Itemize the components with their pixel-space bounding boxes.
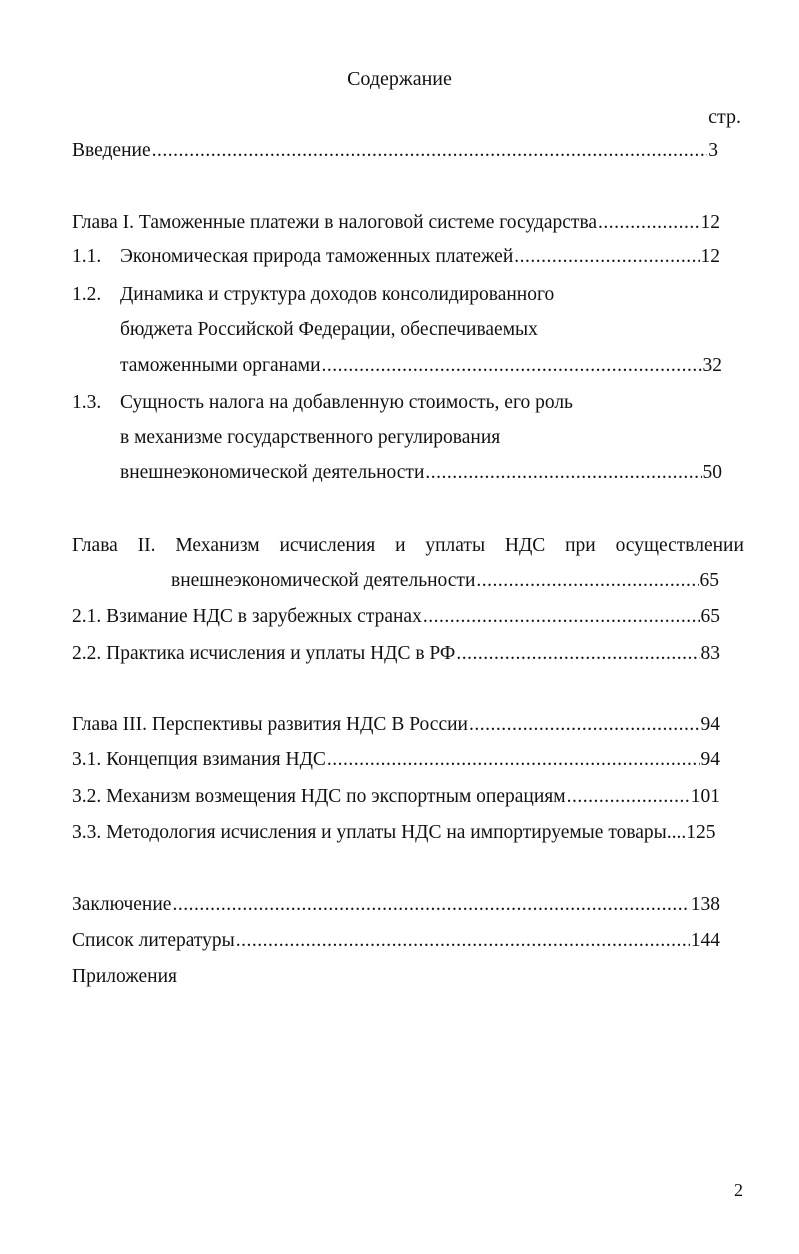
toc-entry-page: 12 — [700, 246, 720, 267]
toc-entry-label: Заключение — [72, 894, 172, 915]
toc-entry-1-2[interactable] — [120, 354, 722, 378]
toc-entry-label: 2.1. Взимание НДС в зарубежных странах — [72, 606, 422, 627]
toc-word: НДС — [504, 535, 546, 556]
toc-leader-dots — [456, 642, 699, 666]
toc-word: уплаты — [425, 535, 486, 556]
toc-entry-label: Глава I. Таможенные платежи в налоговой системе государства — [72, 212, 598, 233]
toc-word: и — [395, 535, 406, 556]
toc-entry-label: Экономическая природа таможенных платежей — [120, 246, 514, 267]
toc-entry-3-3[interactable] — [72, 821, 716, 845]
toc-entry-label: внешнеэкономической деятельности — [120, 462, 425, 483]
toc-entry-1-3[interactable] — [120, 461, 722, 485]
toc-entry-label: внешнеэкономической деятельности — [171, 570, 476, 591]
toc-item-number: 1.1. — [72, 246, 102, 267]
toc-entry-page: 138 — [690, 894, 720, 915]
toc-word: осуществлении — [615, 535, 744, 556]
toc-leader-dots — [425, 461, 701, 485]
toc-entry-page: 3 — [708, 140, 718, 161]
toc-entry-chapter-1[interactable] — [72, 211, 720, 235]
toc-entry-page: 101 — [690, 786, 720, 807]
toc-entry-chapter-2-line-1[interactable] — [72, 534, 744, 558]
toc-entry-page: 50 — [702, 462, 722, 483]
toc-entry-1-1[interactable] — [120, 245, 720, 269]
toc-leader-dots — [469, 713, 700, 737]
toc-entry-3-1[interactable] — [72, 748, 720, 772]
toc-leader-dots — [567, 785, 690, 809]
toc-entry-page: 83 — [700, 643, 720, 664]
toc-entry-page: 12 — [700, 212, 720, 233]
toc-leader-dots — [152, 139, 708, 163]
toc-entry-chapter-3[interactable] — [72, 713, 720, 737]
toc-entry-label: 3.1. Концепция взимания НДС — [72, 749, 326, 770]
toc-word: II. — [137, 535, 156, 556]
page-number: 2 — [734, 1180, 743, 1200]
toc-entry-1-2-line-2[interactable]: бюджета Российской Федерации, обеспечиваемых — [120, 319, 538, 340]
toc-entry-page: 65 — [699, 570, 719, 591]
toc-entry-page: 144 — [690, 930, 720, 951]
toc-entry-1-3-line-1[interactable]: Сущность налога на добавленную стоимость, его роль — [120, 392, 573, 413]
toc-item-number: 1.3. — [72, 392, 102, 413]
toc-word: Механизм — [175, 535, 260, 556]
toc-entry-label: Введение — [72, 140, 151, 161]
toc-entry-page: 94 — [700, 749, 720, 770]
toc-leader-dots — [322, 354, 702, 378]
toc-entry-label: таможенными органами — [120, 355, 321, 376]
toc-leader-dots — [423, 605, 700, 629]
toc-entry-3-2[interactable] — [72, 785, 720, 809]
toc-entry-label: 3.2. Механизм возмещения НДС по экспортным операциям — [72, 786, 566, 807]
toc-item-number: 1.2. — [72, 284, 102, 305]
toc-title: Содержание — [347, 68, 452, 90]
toc-entry-2-2[interactable] — [72, 642, 720, 666]
toc-entry-1-3-line-2[interactable]: в механизме государственного регулирования — [120, 427, 501, 448]
page-column-label: стр. — [708, 106, 741, 128]
toc-entry-label: 3.3. Методология исчисления и уплаты НДС на импортируемые товары.... — [72, 822, 687, 843]
toc-leader-dots — [476, 569, 698, 593]
toc-word: исчисления — [279, 535, 376, 556]
toc-entry-label: Список литературы — [72, 930, 235, 951]
toc-entry-page: 32 — [702, 355, 722, 376]
toc-entry-page: 65 — [700, 606, 720, 627]
toc-entry-2-1[interactable] — [72, 605, 720, 629]
toc-word: при — [565, 535, 596, 556]
toc-entry-page: 94 — [700, 714, 720, 735]
toc-entry-intro[interactable] — [72, 139, 718, 163]
toc-entry-label: 2.2. Практика исчисления и уплаты НДС в РФ — [72, 643, 456, 664]
toc-entry-conclusion[interactable] — [72, 893, 720, 917]
toc-entry-chapter-2[interactable] — [171, 569, 719, 593]
toc-entry-bibliography[interactable] — [72, 929, 720, 953]
toc-leader-dots — [598, 211, 699, 235]
toc-leader-dots — [514, 245, 699, 269]
toc-leader-dots — [327, 748, 700, 772]
toc-leader-dots — [236, 929, 690, 953]
toc-entry-label: Глава III. Перспективы развития НДС В России — [72, 714, 468, 735]
toc-word: Глава — [72, 535, 118, 556]
toc-entry-page: 125 — [686, 822, 716, 843]
toc-leader-dots — [172, 893, 689, 917]
toc-entry-appendices[interactable]: Приложения — [72, 966, 177, 987]
toc-entry-1-2-line-1[interactable]: Динамика и структура доходов консолидированного — [120, 284, 555, 305]
